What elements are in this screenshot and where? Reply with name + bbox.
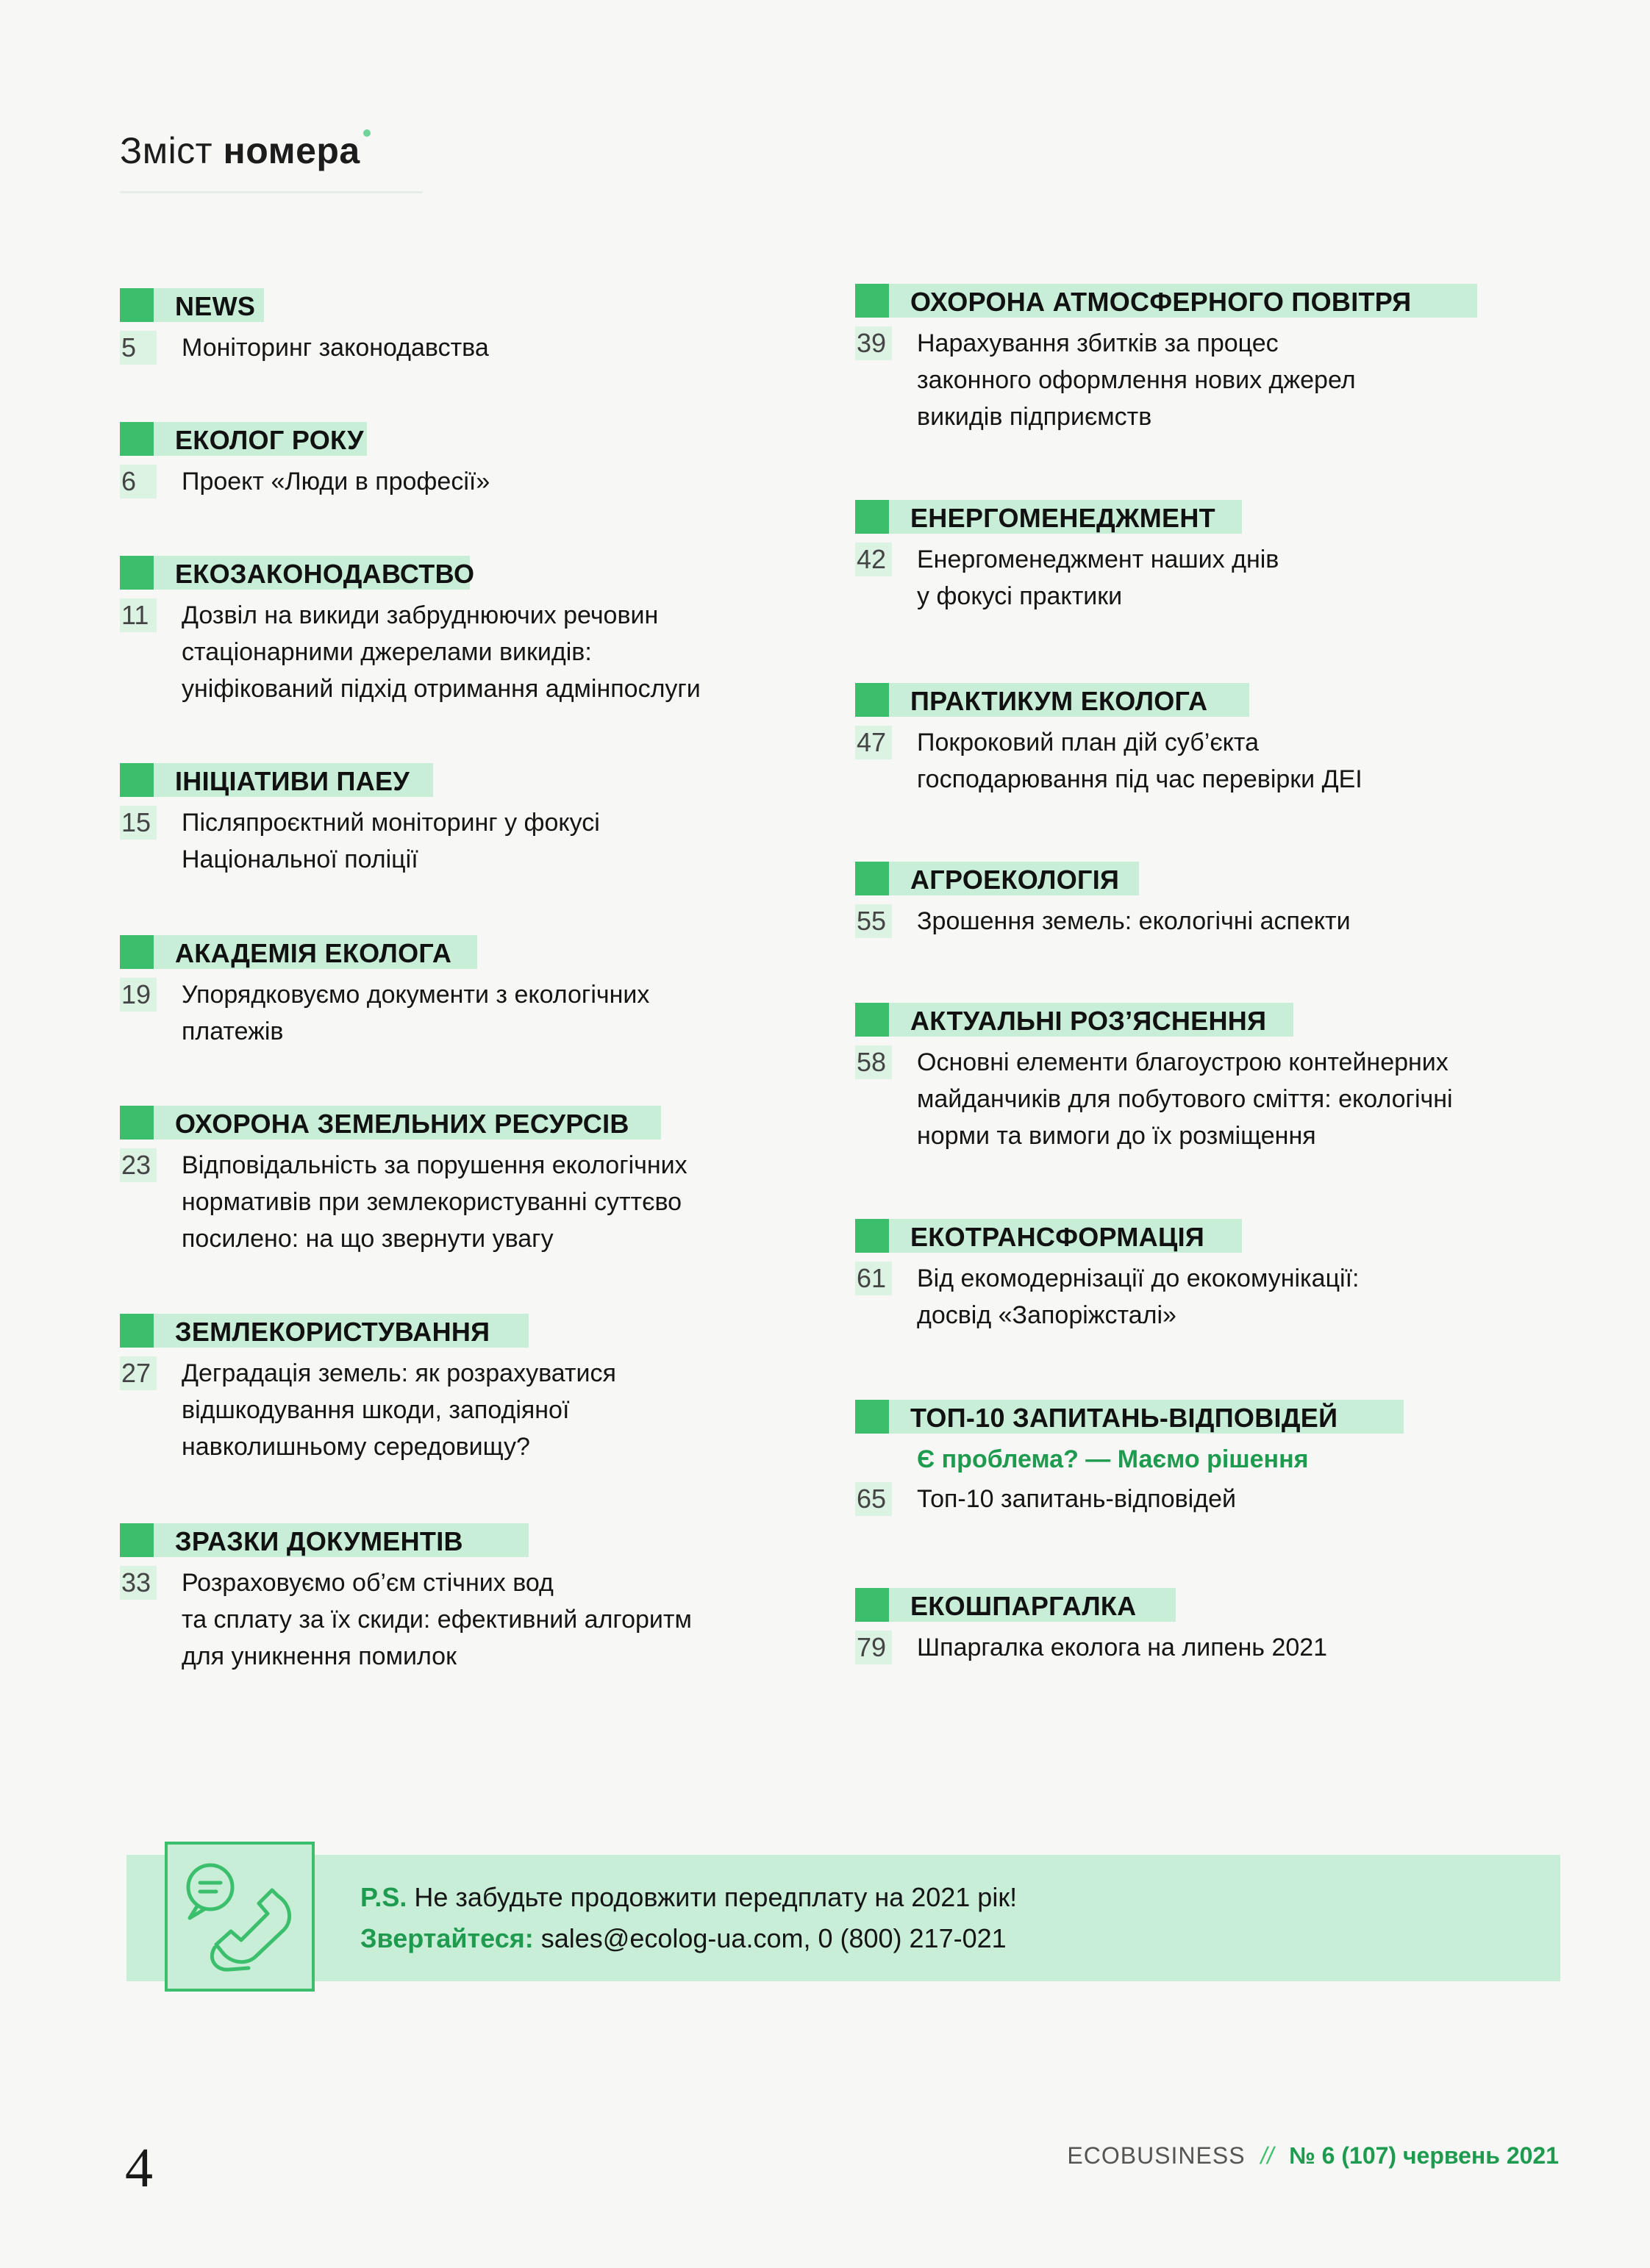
contact-details[interactable]: sales@ecolog-ua.com, 0 (800) 217-021 [533,1923,1007,1953]
page-ref: 47 [855,726,892,759]
article-title: Деградація земель: як розрахуватися відшкодування шкоди, заподіяної навколишньому середовищу? [182,1359,616,1461]
section-title: ЕКОЛОГ РОКУ [175,425,364,455]
article-title: Проект «Люди в професії» [182,468,490,496]
toc-entry[interactable] [120,463,490,500]
page-ref: 61 [855,1262,892,1295]
page-ref: 42 [855,543,892,576]
section-title: ЗЕМЛЕКОРИСТУВАННЯ [175,1317,490,1347]
toc-section [120,553,701,707]
page-ref: 65 [855,1482,892,1516]
page-ref: 11 [120,598,157,632]
page-ref: 19 [120,978,157,1012]
section-heading [120,1103,688,1144]
section-title: ІНІЦІАТИВИ ПАЕУ [175,766,410,796]
section-title: ОХОРОНА АТМОСФЕРНОГО ПОВІТРЯ [910,287,1412,317]
toc-section [120,760,600,878]
article-title: Відповідальність за порушення екологічних нормативів при землекористуванні суттєво посилено: на що звернути увагу [182,1151,688,1253]
ps-line [360,1882,1017,1913]
section-title: ЕКОШПАРГАЛКА [910,1591,1137,1621]
section-heading [855,680,1362,721]
page-ref: 5 [120,331,157,365]
section-heading [855,1216,1360,1257]
section-marker-icon [855,683,889,717]
section-title: ЗРАЗКИ ДОКУМЕНТІВ [175,1526,463,1556]
page-ref: 55 [855,904,892,938]
article-title: Упорядковуємо документи з екологічних платежів [182,981,650,1045]
section-marker-icon [855,1219,889,1253]
page-title [120,129,371,172]
section-marker-icon [120,763,154,797]
toc-entry[interactable] [120,1355,616,1465]
toc-section [120,419,490,500]
article-title: Топ-10 запитань-відповідей [917,1485,1236,1513]
article-title: Від екомодернізації до екокомунікації: досвід «Запоріжсталі» [917,1264,1360,1329]
toc-entry[interactable] [855,1481,1308,1517]
section-marker-icon [120,556,154,590]
section-heading [120,1520,692,1562]
section-title: ЕКОЗАКОНОДАВСТВО [175,559,475,589]
section-heading [855,859,1351,900]
toc-section [855,1000,1453,1154]
page-ref: 6 [120,465,157,498]
section-heading [120,419,490,460]
subscription-banner [126,1855,1560,1981]
title-divider [120,191,423,193]
article-title: Моніторинг законодавства [182,334,489,362]
article-title: Зрошення земель: екологічні аспекти [917,907,1351,935]
section-subheading: Є проблема? — Маємо рішення [917,1445,1309,1473]
toc-section [120,932,649,1050]
article-title: Енергоменеджмент наших днів у фокусі практики [917,545,1279,610]
toc-section [120,1311,616,1465]
toc-entry[interactable] [855,724,1362,798]
article-title: Покроковий план дій суб’єкта господарювання під час перевірки ДЕІ [917,729,1362,793]
section-marker-icon [855,284,889,318]
toc-section [855,1397,1338,1517]
section-marker-icon [855,1003,889,1037]
section-title: АКТУАЛЬНІ РОЗ’ЯСНЕННЯ [910,1006,1267,1036]
section-heading [120,932,649,973]
section-marker-icon [120,288,154,322]
section-marker-icon [855,1400,889,1434]
toc-section [855,497,1279,615]
section-marker-icon [855,862,889,895]
toc-entry[interactable] [120,329,489,366]
page-ref: 33 [120,1566,157,1600]
section-marker-icon [120,1106,154,1140]
toc-section [855,859,1351,940]
article-title: Розраховуємо об’єм стічних вод та сплату за їх скиди: ефективний алгоритм для уникнення помилок [182,1569,692,1670]
toc-entry[interactable] [855,541,1279,615]
toc-entry[interactable] [120,804,600,878]
section-title: АКАДЕМІЯ ЕКОЛОГА [175,938,452,968]
section-marker-icon [120,1523,154,1557]
section-title: АГРОЕКОЛОГІЯ [910,865,1120,895]
section-heading [855,1000,1453,1041]
toc-section [855,680,1362,798]
toc-section [855,1585,1327,1666]
toc-entry[interactable] [855,1629,1327,1666]
section-heading [120,760,600,801]
toc-entry[interactable] [855,325,1356,435]
ps-label: P.S. [360,1882,407,1912]
section-marker-icon [120,935,154,969]
section-title: ОХОРОНА ЗЕМЕЛЬНИХ РЕСУРСІВ [175,1109,629,1139]
phone-chat-icon [165,1842,315,1992]
toc-entry[interactable] [855,1044,1453,1154]
toc-section [855,281,1412,435]
section-marker-icon [120,1314,154,1348]
article-title: Дозвіл на викиди забруднюючих речовин стаціонарними джерелами викидів: уніфікований підхід отримання адмінпослуги [182,601,701,703]
toc-entry[interactable] [120,976,649,1050]
page-ref: 15 [120,806,157,840]
article-title: Шпаргалка еколога на липень 2021 [917,1634,1328,1661]
toc-section [855,1216,1360,1334]
toc-entry[interactable] [120,597,701,707]
footer [1067,2142,1559,2169]
section-title: ЕНЕРГОМЕНЕДЖМЕНТ [910,503,1215,533]
contact-line [360,1923,1007,1954]
page-title-part1: Зміст [120,130,213,171]
page-title-part2: номера [223,130,360,171]
toc-section [120,1520,692,1675]
page-ref: 39 [855,326,892,360]
toc-section [120,285,489,366]
section-heading [855,281,1412,322]
section-title: NEWS [175,291,256,321]
section-title: ТОП-10 ЗАПИТАНЬ-ВІДПОВІДЕЙ [910,1403,1338,1433]
toc-entry[interactable] [855,903,1351,940]
issue-label: № 6 (107) червень 2021 [1289,2142,1559,2169]
section-title: ПРАКТИКУМ ЕКОЛОГА [910,686,1208,716]
section-heading [855,1397,1338,1438]
section-marker-icon [120,422,154,456]
section-heading [120,285,489,326]
ps-message: Не забудьте продовжити передплату на 2021 рік! [407,1882,1018,1912]
page-ref: 58 [855,1045,892,1079]
footer-separator: // [1260,2142,1274,2169]
toc-section [120,1103,688,1257]
section-heading [855,1585,1327,1626]
section-heading [855,497,1279,538]
article-title: Основні елементи благоустрою контейнерних майданчиків для побутового сміття: екологічні норми та вимоги до їх розміщення [917,1048,1453,1150]
title-dot-icon [363,129,371,137]
contact-label: Звертайтеся: [360,1923,534,1953]
page-number: 4 [125,2137,153,2199]
page-ref: 27 [120,1356,157,1390]
article-title: Нарахування збитків за процес законного оформлення нових джерел викидів підприємств [917,329,1356,431]
section-title: ЕКОТРАНСФОРМАЦІЯ [910,1222,1205,1252]
section-heading [120,1311,616,1352]
toc-entry[interactable] [855,1260,1360,1334]
section-marker-icon [855,500,889,534]
toc-entry[interactable] [120,1564,692,1675]
section-marker-icon [855,1588,889,1622]
page-ref: 23 [120,1148,157,1182]
page-ref: 79 [855,1631,892,1664]
magazine-brand: ECOBUSINESS [1067,2142,1246,2169]
section-heading [120,553,701,594]
article-title: Післяпроєктний моніторинг у фокусі Національної поліції [182,809,600,873]
toc-entry[interactable] [120,1147,688,1257]
